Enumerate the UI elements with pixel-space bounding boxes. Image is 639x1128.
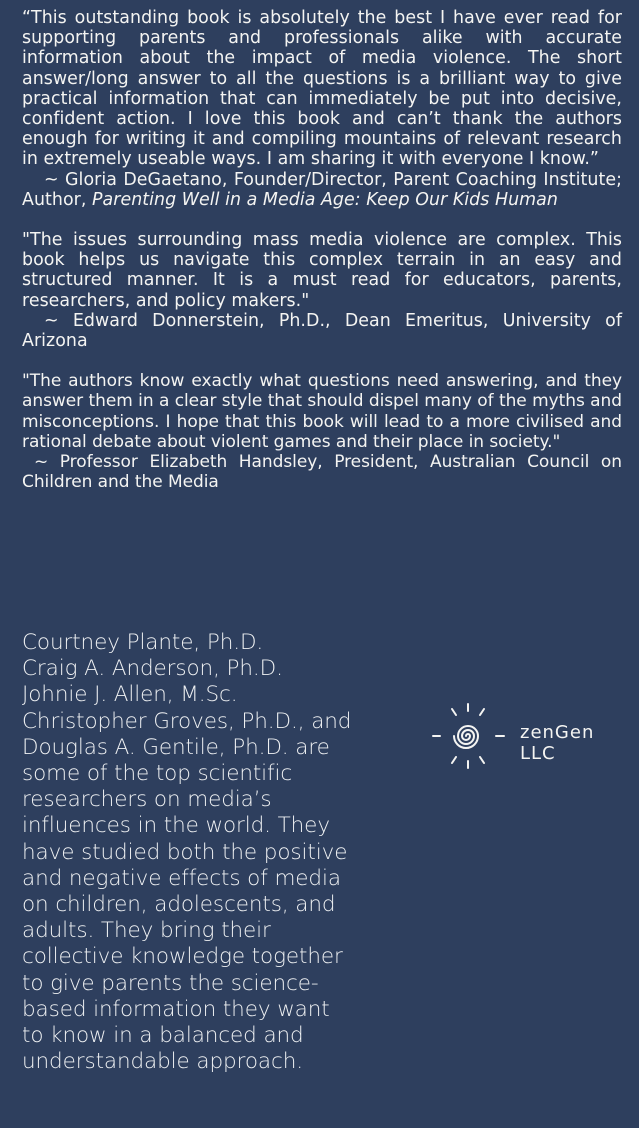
bio-line: based information they want xyxy=(22,996,330,1022)
bio-line: on children, adolescents, and xyxy=(22,892,336,918)
book-title: Parenting Well in a Media Age: Keep Our Kids Human xyxy=(92,189,558,210)
review-quote: "The authors know exactly what questions need answering, and they answer them in a clear style that should dispel many of the myths and misconceptions. I hope that this book will lead to a more civilised and rational debate about violent games and their place in society." xyxy=(22,371,622,452)
bio-line: adults. They bring their xyxy=(22,918,271,944)
review-attribution xyxy=(22,311,622,351)
attribution-text: ~ Professor Elizabeth Handsley, President, Australian Council on Children and the Media xyxy=(22,452,622,493)
sun-spiral-icon xyxy=(428,697,512,775)
bio-line: understandable approach. xyxy=(22,1049,303,1075)
bio-line: Johnie J. Allen, M.Sc. xyxy=(22,682,238,708)
reviews-section xyxy=(22,8,622,512)
bio-line: to know in a balanced and xyxy=(22,1023,304,1049)
review-quote: “This outstanding book is absolutely the best I have ever read for supporting parents and professionals alike with accurate information about the impact of media violence. The short answer/long answer to all the questions is a brilliant way to give practical information that can immediately be put into decisive, confident action. I love this book and can’t thank the authors enough for writing it and compiling mountains of relevant research in extremely useable ways. I am sharing it with everyone I know.” xyxy=(22,8,622,170)
attribution-text: ~ Edward Donnerstein, Ph.D., Dean Emeritus, University of Arizona xyxy=(22,310,622,352)
bio-line: to give parents the science- xyxy=(22,970,319,996)
bio-line: Douglas A. Gentile, Ph.D. are xyxy=(22,734,330,760)
review-attribution xyxy=(22,170,622,210)
review-attribution xyxy=(22,452,622,492)
bio-line: Craig A. Anderson, Ph.D. xyxy=(22,656,283,682)
author-bio xyxy=(22,630,382,1075)
attribution-text: ~ Gloria DeGaetano, Founder/Director, Parent Coaching Institute; Author, xyxy=(22,169,622,210)
bio-line: have studied both the positive xyxy=(22,839,348,865)
bio-line: collective knowledge together xyxy=(22,944,343,970)
zengen-logo xyxy=(428,697,618,775)
logo-text: zenGen LLC xyxy=(520,722,595,764)
review-handsley xyxy=(22,371,622,492)
bio-line: Courtney Plante, Ph.D. xyxy=(22,630,264,655)
review-degaetano xyxy=(22,8,622,210)
review-donnerstein xyxy=(22,230,622,351)
bio-line: and negative effects of media xyxy=(22,865,341,891)
review-quote: "The issues surrounding mass media violence are complex. This book helps us navigate this complex terrain in an easy and structured manner. It is a must read for educators, parents, researchers, and policy makers." xyxy=(22,230,622,311)
bio-line: influences in the world. They xyxy=(22,813,330,839)
bio-line: some of the top scientific xyxy=(22,761,293,787)
bio-line: researchers on media’s xyxy=(22,787,272,813)
bio-line: Christopher Groves, Ph.D., and xyxy=(22,708,352,734)
